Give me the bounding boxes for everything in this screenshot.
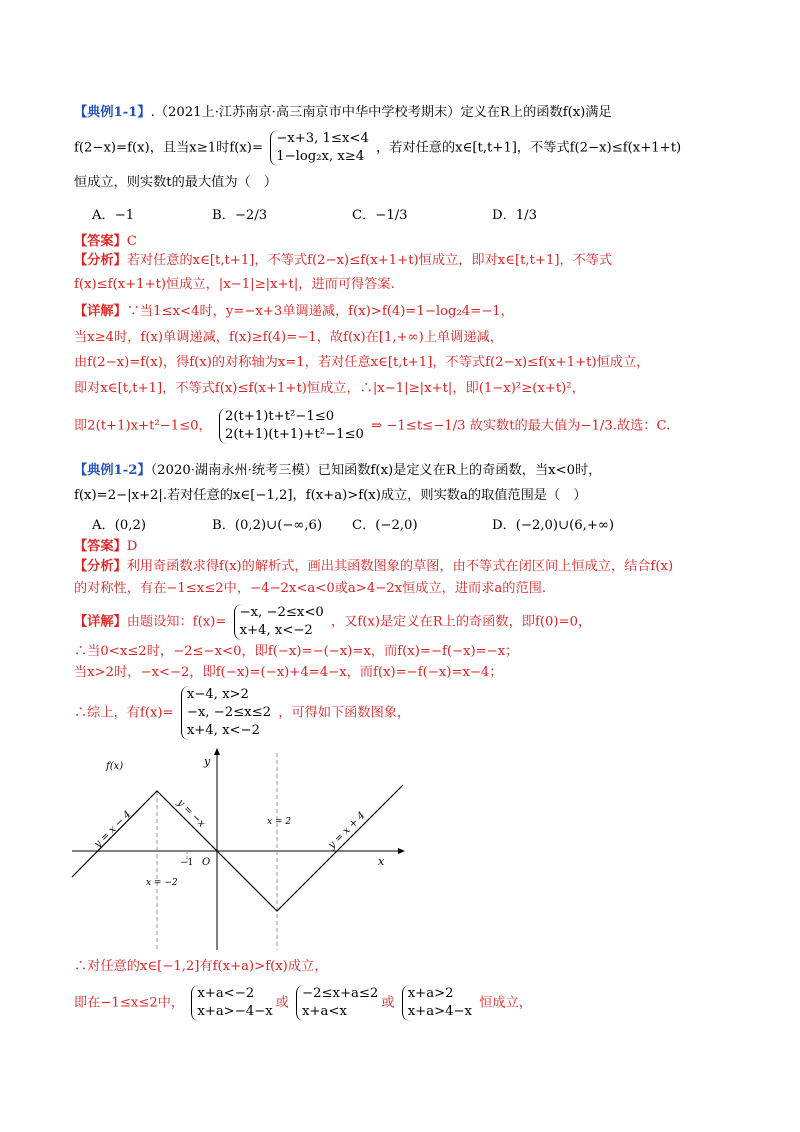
- option-c: C．−1/3: [352, 208, 408, 223]
- example-source: .（2021上·江苏南京·高三南京市中华中学校考期末）定义在R上的函数f(x)满足: [150, 105, 612, 120]
- detail-1-2-line1: 【详解】由题设知：f(x)= −x, −2≤x<0 x+4, x<−2 ，又f(x)是定义在R上的奇函数，即f(0)=0，: [74, 605, 592, 638]
- system-brace: x+a>2 x+a>4−x: [402, 985, 472, 1021]
- option-d: D．(−2,0)∪(6,+∞): [492, 518, 615, 533]
- neg1-label: −1: [180, 858, 194, 868]
- example-1-1-header: [74, 104, 734, 121]
- detail-1-2-line5: ∴对任意的x∈[−1,2]有f(x+a)>f(x)成立，: [74, 959, 328, 974]
- line-right-label: y = x + 4: [326, 810, 368, 852]
- y-label: y: [204, 755, 211, 768]
- x-label: x: [378, 855, 385, 868]
- function-graph: [60, 745, 420, 955]
- example-1-1-line3: 恒成立，则实数t的最大值为（ ）: [74, 175, 278, 190]
- option-b: B．−2/3: [212, 208, 268, 223]
- line-left-label: y = x − 4: [92, 809, 134, 851]
- detail-1-1-line4: 即对x∈[t,t+1]，不等式f(x)≤f(x+1+t)恒成立，∴|x−1|≥|x+t|，即(1−x)²≥(x+t)²，: [74, 381, 585, 396]
- detail-1-2-line6: 即在−1≤x≤2中， x+a<−2 x+a>−4−x 或 −2≤x+a≤2 x+a<x 或 x+a>2 x+a>4−x 恒成立，: [74, 986, 532, 1019]
- example-1-2-header: [74, 462, 734, 479]
- detail-1-1-line3: 由f(2−x)=f(x)，得f(x)的对称轴为x=1，若对任意x∈[t,t+1]，不等式f(2−x)≤f(x+1+t)恒成立，: [74, 355, 650, 370]
- option-d: D．1/3: [492, 208, 537, 223]
- piecewise-brace: x−4, x>2 −x, −2≤x≤2 x+4, x<−2: [181, 686, 271, 740]
- analysis-1-2-line2: 的对称性，有在−1≤x≤2中，−4−2x<a<0或a>4−2x恒成立，进而求a的范围.: [74, 581, 547, 596]
- example-1-2-line2: f(x)=2−|x+2|.若对任意的x∈[−1,2]，f(x+a)>f(x)成立，则实数a的取值范围是（ ）: [74, 488, 587, 503]
- analysis-1-2-line1: 【分析】利用奇函数求得f(x)的解析式，画出其函数图象的草图，由不等式在闭区间上恒成立，结合f(x): [74, 559, 674, 574]
- x-axis-arrow: [398, 848, 405, 854]
- detail-1-1-line5: 即2(t+1)x+t²−1≤0， 2(t+1)t+t²−1≤0 2(t+1)(t+1)+t²−1≤0 ⇒ −1≤t≤−1/3 故实数t的最大值为−1/3.故选：C.: [74, 409, 671, 442]
- y-axis-arrow: [214, 748, 220, 755]
- detail-1-2-line3: 当x>2时，−x<−2，即f(−x)=(−x)+4=4−x，而f(x)=−f(−x)=x−4；: [74, 665, 503, 680]
- example-1-1-line2: f(2−x)=f(x)，且当x≥1时f(x)= −x+3, 1≤x<4 1−log₂x, x≥4 ，若对任意的x∈[t,t+1]，不等式f(2−x)≤f(x+1+t): [74, 131, 682, 164]
- option-a: A．−1: [92, 208, 135, 223]
- graph-curve: [72, 785, 403, 911]
- system-brace: 2(t+1)t+t²−1≤0 2(t+1)(t+1)+t²−1≤0: [219, 408, 364, 444]
- answer-1-1: 【答案】C: [74, 234, 137, 249]
- system-brace: x+a<−2 x+a>−4−x: [191, 985, 272, 1021]
- detail-1-2-line2: ∴当0<x≤2时，−2≤−x<0，即f(−x)=−(−x)=x，而f(x)=−f(−x)=−x；: [74, 644, 519, 659]
- detail-1-1-line1: 【详解】∵当1≤x<4时，y=−x+3单调递减，f(x)>f(4)=1−log₂4=−1，: [74, 304, 514, 319]
- origin-label: O: [202, 857, 211, 868]
- system-brace: −2≤x+a≤2 x+a<x: [296, 985, 378, 1021]
- xeqm2-label: x = −2: [146, 878, 178, 888]
- analysis-1-1-line1: 【分析】若对任意的x∈[t,t+1]，不等式f(2−x)≤f(x+1+t)恒成立，即对x∈[t,t+1]，不等式: [74, 253, 613, 268]
- detail-1-2-line4: ∴综上，有f(x)= x−4, x>2 −x, −2≤x≤2 x+4, x<−2 ，可得如下函数图象，: [74, 687, 411, 738]
- option-a: A．(0,2): [92, 518, 146, 533]
- option-c: C．(−2,0): [352, 518, 418, 533]
- line-mid-label: y = −x: [174, 797, 207, 830]
- example-tag: 【典例1-2】: [74, 463, 151, 478]
- example-tag: 【典例1-1】: [74, 105, 151, 120]
- answer-1-2: 【答案】D: [74, 539, 138, 554]
- option-b: B．(0,2)∪(−∞,6): [212, 518, 323, 533]
- analysis-1-1-line2: f(x)≤f(x+1+t)恒成立，|x−1|≥|x+t|，进而可得答案.: [74, 277, 395, 292]
- detail-1-1-line2: 当x≥4时，f(x)单调递减，f(x)≥f(4)=−1，故f(x)在[1,+∞)上单调递减，: [74, 330, 503, 345]
- fx-label: f(x): [106, 761, 124, 772]
- xeq2-label: x = 2: [267, 817, 292, 827]
- example-source: （2020·湖南永州·统考三模）已知函数f(x)是定义在R上的奇函数，当x<0时，: [150, 463, 602, 478]
- piecewise-brace: −x+3, 1≤x<4 1−log₂x, x≥4: [270, 130, 369, 166]
- piecewise-brace: −x, −2≤x<0 x+4, x<−2: [234, 604, 324, 640]
